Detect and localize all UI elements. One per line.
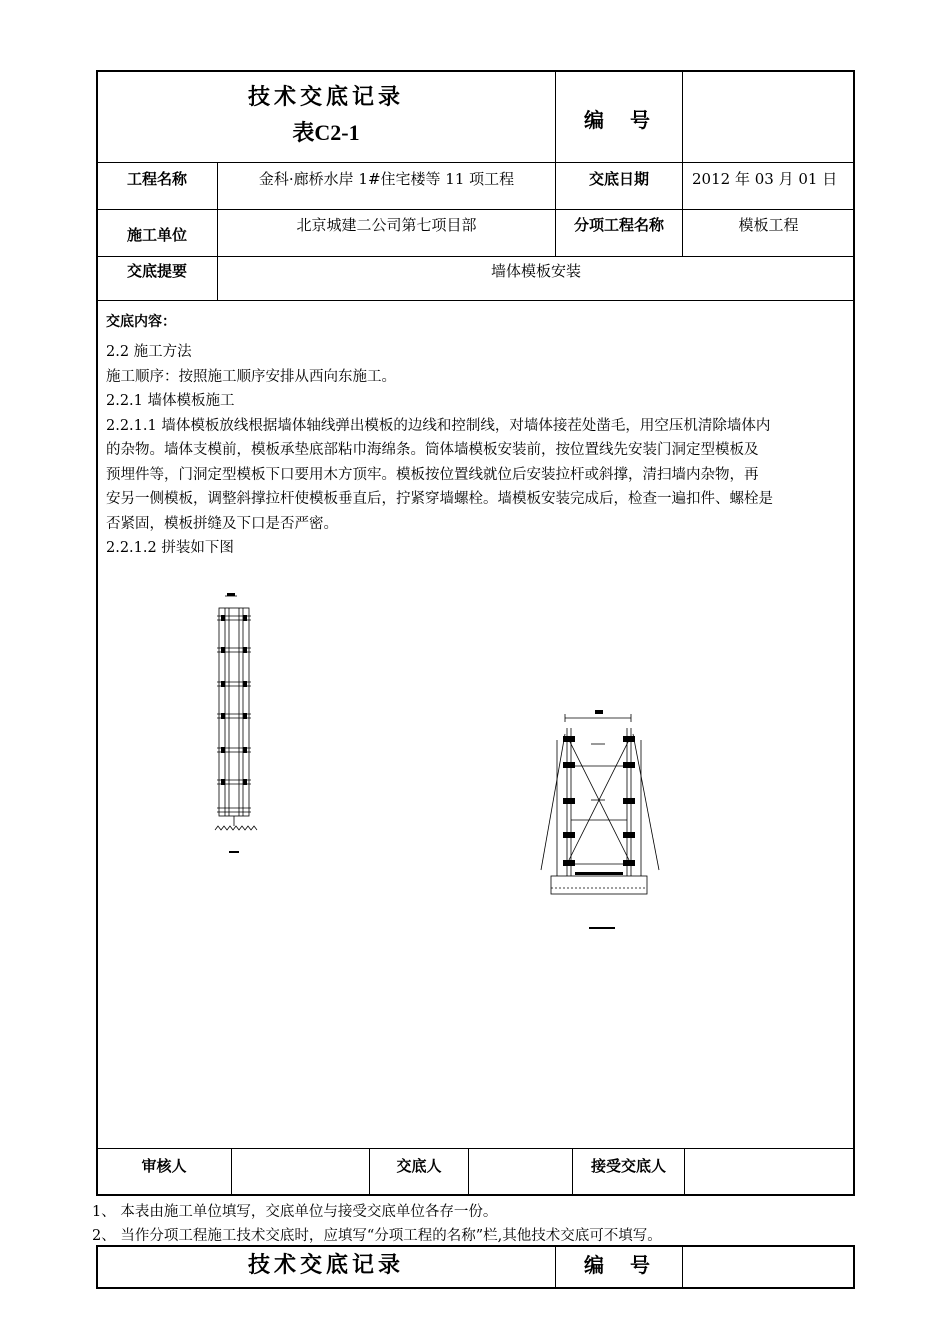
- summary-value: 墙体模板安装: [490, 262, 581, 280]
- form-number: 表C2-1: [292, 120, 360, 145]
- serial-label: 编 号: [584, 108, 654, 132]
- construction-unit-value: 北京城建二公司第七项目部: [296, 216, 477, 234]
- content-line: 预埋件等，门洞定型模板下口要用木方顶牢。模板按位置线就位后安装拉杆或斜撑，清扫墙内杂物，再: [106, 466, 759, 483]
- content-line: 2.2.1.2 拼装如下图: [106, 540, 234, 556]
- content-line: 2.2.1 墙体模板施工: [106, 393, 235, 409]
- rule: [97, 256, 854, 257]
- content-line: 2.2.1.1 墙体模板放线根据墙体轴线弹出模板的边线和控制线，对墙体接茬处凿毛，用空压机清除墙体内: [106, 417, 771, 434]
- date-label: 交底日期: [588, 170, 649, 188]
- next-serial-label: 编 号: [584, 1253, 654, 1277]
- content-body: [106, 340, 848, 561]
- subproject-value: 模板工程: [738, 216, 799, 234]
- rule: [468, 1148, 469, 1195]
- subproject-label: 分项工程名称: [573, 216, 664, 234]
- rule: [97, 209, 854, 210]
- content-line: 安另一侧模板，调整斜撑拉杆使模板垂直后，拧紧穿墙螺栓。墙模板安装完成后，检查一遍扣件、螺栓是: [106, 491, 773, 507]
- date-value: 2012 年 03 月 01 日: [692, 170, 838, 188]
- rule: [684, 1148, 685, 1195]
- summary-label: 交底提要: [126, 262, 187, 280]
- reviewer-label: 审核人: [141, 1157, 187, 1175]
- construction-unit-label: 施工单位: [126, 226, 187, 244]
- wall-formwork-elevation-drawing: [205, 590, 265, 860]
- rule: [231, 1148, 232, 1195]
- project-name-label: 工程名称: [126, 170, 187, 188]
- rule: [97, 1148, 854, 1149]
- rule: [97, 162, 854, 163]
- wall-formwork-section-drawing: [535, 700, 665, 940]
- next-form-title: 技术交底记录: [247, 1253, 404, 1278]
- project-name-value: 金科·廊桥水岸 1#住宅楼等 11 项工程: [258, 170, 515, 188]
- discloser-label: 交底人: [396, 1157, 442, 1175]
- footnote: 1、 本表由施工单位填写，交底单位与接受交底单位各存一份。: [92, 1204, 498, 1220]
- rule: [682, 1246, 683, 1288]
- form-title: 技术交底记录: [247, 85, 404, 110]
- receiver-label: 接受交底人: [590, 1157, 666, 1175]
- content-line: 否紧固，模板拼缝及下口是否严密。: [106, 515, 338, 532]
- rule: [97, 300, 854, 301]
- content-line: 的杂物。墙体支模前，模板承垫底部粘巾海绵条。筒体墙模板安装前，按位置线先安装门洞定型模板及: [106, 442, 759, 458]
- footnote: 2、 当作分项工程施工技术交底时，应填写“分项工程的名称”栏,其他技术交底可不填写。: [92, 1228, 662, 1244]
- content-line: 2.2 施工方法: [106, 344, 192, 360]
- content-line: 施工顺序：按照施工顺序安排从西向东施工。: [106, 368, 396, 385]
- content-label: 交底内容：: [106, 314, 176, 330]
